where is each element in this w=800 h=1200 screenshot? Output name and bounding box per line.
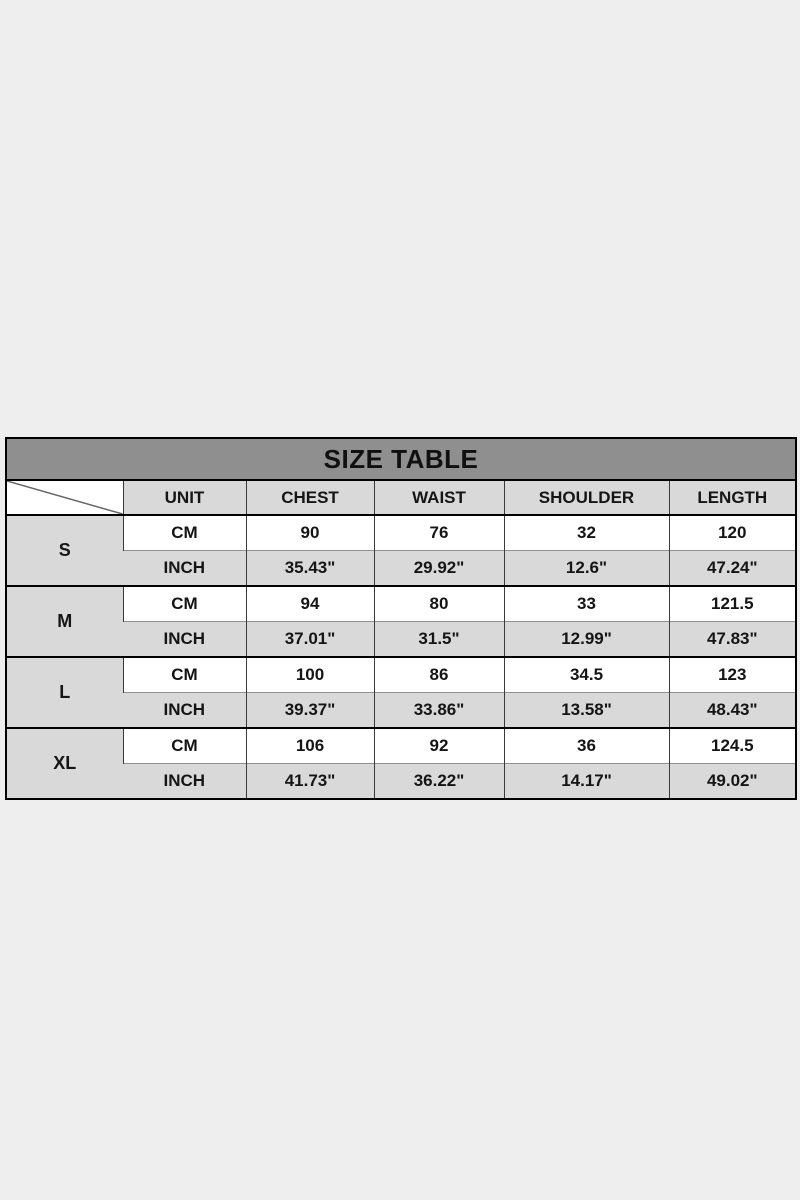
size-label-m: M xyxy=(6,586,123,657)
size-table xyxy=(5,437,797,800)
table-row-m-inch xyxy=(6,622,796,658)
table-row-xl-cm xyxy=(6,728,796,764)
chest-value: 41.73" xyxy=(246,764,374,800)
shoulder-value: 13.58" xyxy=(504,693,669,729)
unit-cell: CM xyxy=(123,515,246,551)
length-value: 48.43" xyxy=(669,693,796,729)
length-value: 49.02" xyxy=(669,764,796,800)
shoulder-value: 33 xyxy=(504,586,669,622)
size-table-container xyxy=(5,437,795,800)
chest-value: 39.37" xyxy=(246,693,374,729)
waist-value: 36.22" xyxy=(374,764,504,800)
length-value: 120 xyxy=(669,515,796,551)
header-row xyxy=(6,480,796,515)
column-header-shoulder: SHOULDER xyxy=(504,480,669,515)
shoulder-value: 14.17" xyxy=(504,764,669,800)
title-row xyxy=(6,438,796,480)
corner-diagonal-cell xyxy=(6,480,123,515)
chest-value: 94 xyxy=(246,586,374,622)
table-row-m-cm xyxy=(6,586,796,622)
size-label-xl: XL xyxy=(6,728,123,799)
unit-cell: CM xyxy=(123,657,246,693)
table-row-s-inch xyxy=(6,551,796,587)
length-value: 121.5 xyxy=(669,586,796,622)
unit-cell: INCH xyxy=(123,551,246,587)
chest-value: 90 xyxy=(246,515,374,551)
unit-cell: CM xyxy=(123,586,246,622)
waist-value: 33.86" xyxy=(374,693,504,729)
chest-value: 106 xyxy=(246,728,374,764)
table-row-l-cm xyxy=(6,657,796,693)
unit-cell: INCH xyxy=(123,622,246,658)
unit-cell: CM xyxy=(123,728,246,764)
table-title: SIZE TABLE xyxy=(6,438,796,480)
unit-cell: INCH xyxy=(123,764,246,800)
waist-value: 86 xyxy=(374,657,504,693)
column-header-length: LENGTH xyxy=(669,480,796,515)
chest-value: 37.01" xyxy=(246,622,374,658)
shoulder-value: 12.99" xyxy=(504,622,669,658)
chest-value: 35.43" xyxy=(246,551,374,587)
waist-value: 76 xyxy=(374,515,504,551)
unit-cell: INCH xyxy=(123,693,246,729)
waist-value: 80 xyxy=(374,586,504,622)
length-value: 47.24" xyxy=(669,551,796,587)
shoulder-value: 34.5 xyxy=(504,657,669,693)
size-label-s: S xyxy=(6,515,123,586)
size-label-l: L xyxy=(6,657,123,728)
column-header-chest: CHEST xyxy=(246,480,374,515)
chest-value: 100 xyxy=(246,657,374,693)
table-row-s-cm xyxy=(6,515,796,551)
column-header-waist: WAIST xyxy=(374,480,504,515)
waist-value: 92 xyxy=(374,728,504,764)
column-header-unit: UNIT xyxy=(123,480,246,515)
shoulder-value: 32 xyxy=(504,515,669,551)
waist-value: 31.5" xyxy=(374,622,504,658)
length-value: 123 xyxy=(669,657,796,693)
shoulder-value: 36 xyxy=(504,728,669,764)
shoulder-value: 12.6" xyxy=(504,551,669,587)
length-value: 124.5 xyxy=(669,728,796,764)
diagonal-line-icon xyxy=(7,481,123,514)
length-value: 47.83" xyxy=(669,622,796,658)
table-row-l-inch xyxy=(6,693,796,729)
waist-value: 29.92" xyxy=(374,551,504,587)
table-row-xl-inch xyxy=(6,764,796,800)
